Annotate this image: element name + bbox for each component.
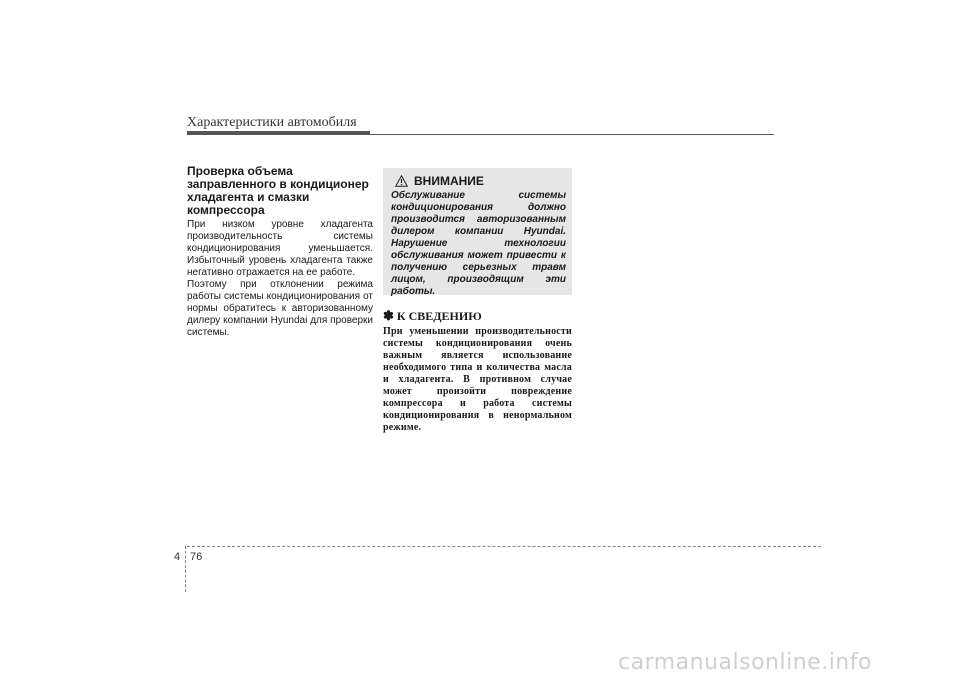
page-header-title: Характеристики автомобиля	[187, 115, 357, 130]
footer-rule	[187, 546, 821, 547]
header-rule	[187, 134, 774, 135]
warning-triangle-icon	[395, 175, 408, 187]
info-mark-icon: ✽	[383, 308, 394, 323]
info-title: К СВЕДЕНИЮ	[396, 308, 482, 323]
warning-text: Обслуживание системы кондиционирования должно производится авторизованным дилером компании Hyundai. Нарушение технологии обслуживания может привести к получению серьезных травм лицом, производящим эти работы.	[391, 190, 566, 297]
left-column	[187, 165, 373, 339]
warning-title: ВНИМАНИЕ	[414, 174, 484, 188]
body-paragraph-1: При низком уровне хладагента производительность системы кондиционирования уменьшается. Избыточный уровень хладагента также негативно отражается на ее работе.	[187, 219, 373, 278]
warning-box	[383, 168, 572, 295]
body-paragraph-2: Поэтому при отклонении режима работы системы кондиционирования от нормы обратитесь к авторизованному дилеру компании Hyundai для проверки системы.	[187, 279, 373, 338]
section-heading: Проверка объема заправленного в кондиционер хладагента и смазки компрессора	[187, 164, 369, 217]
footer-divider	[185, 546, 186, 592]
page-chapter-number: 4	[174, 551, 181, 563]
warning-header	[391, 173, 566, 189]
info-text: При уменьшении производительности системы кондиционирования очень важным является использование необходимого типа и количества масла и хладагента. В противном случае может произойти повреждение компрессора и работа системы кондиционирования в ненормальном режиме.	[383, 326, 572, 433]
watermark-text: carmanualsonline.info	[618, 650, 872, 675]
info-block	[383, 308, 572, 434]
page-number: 76	[190, 551, 203, 563]
info-header	[383, 308, 572, 324]
